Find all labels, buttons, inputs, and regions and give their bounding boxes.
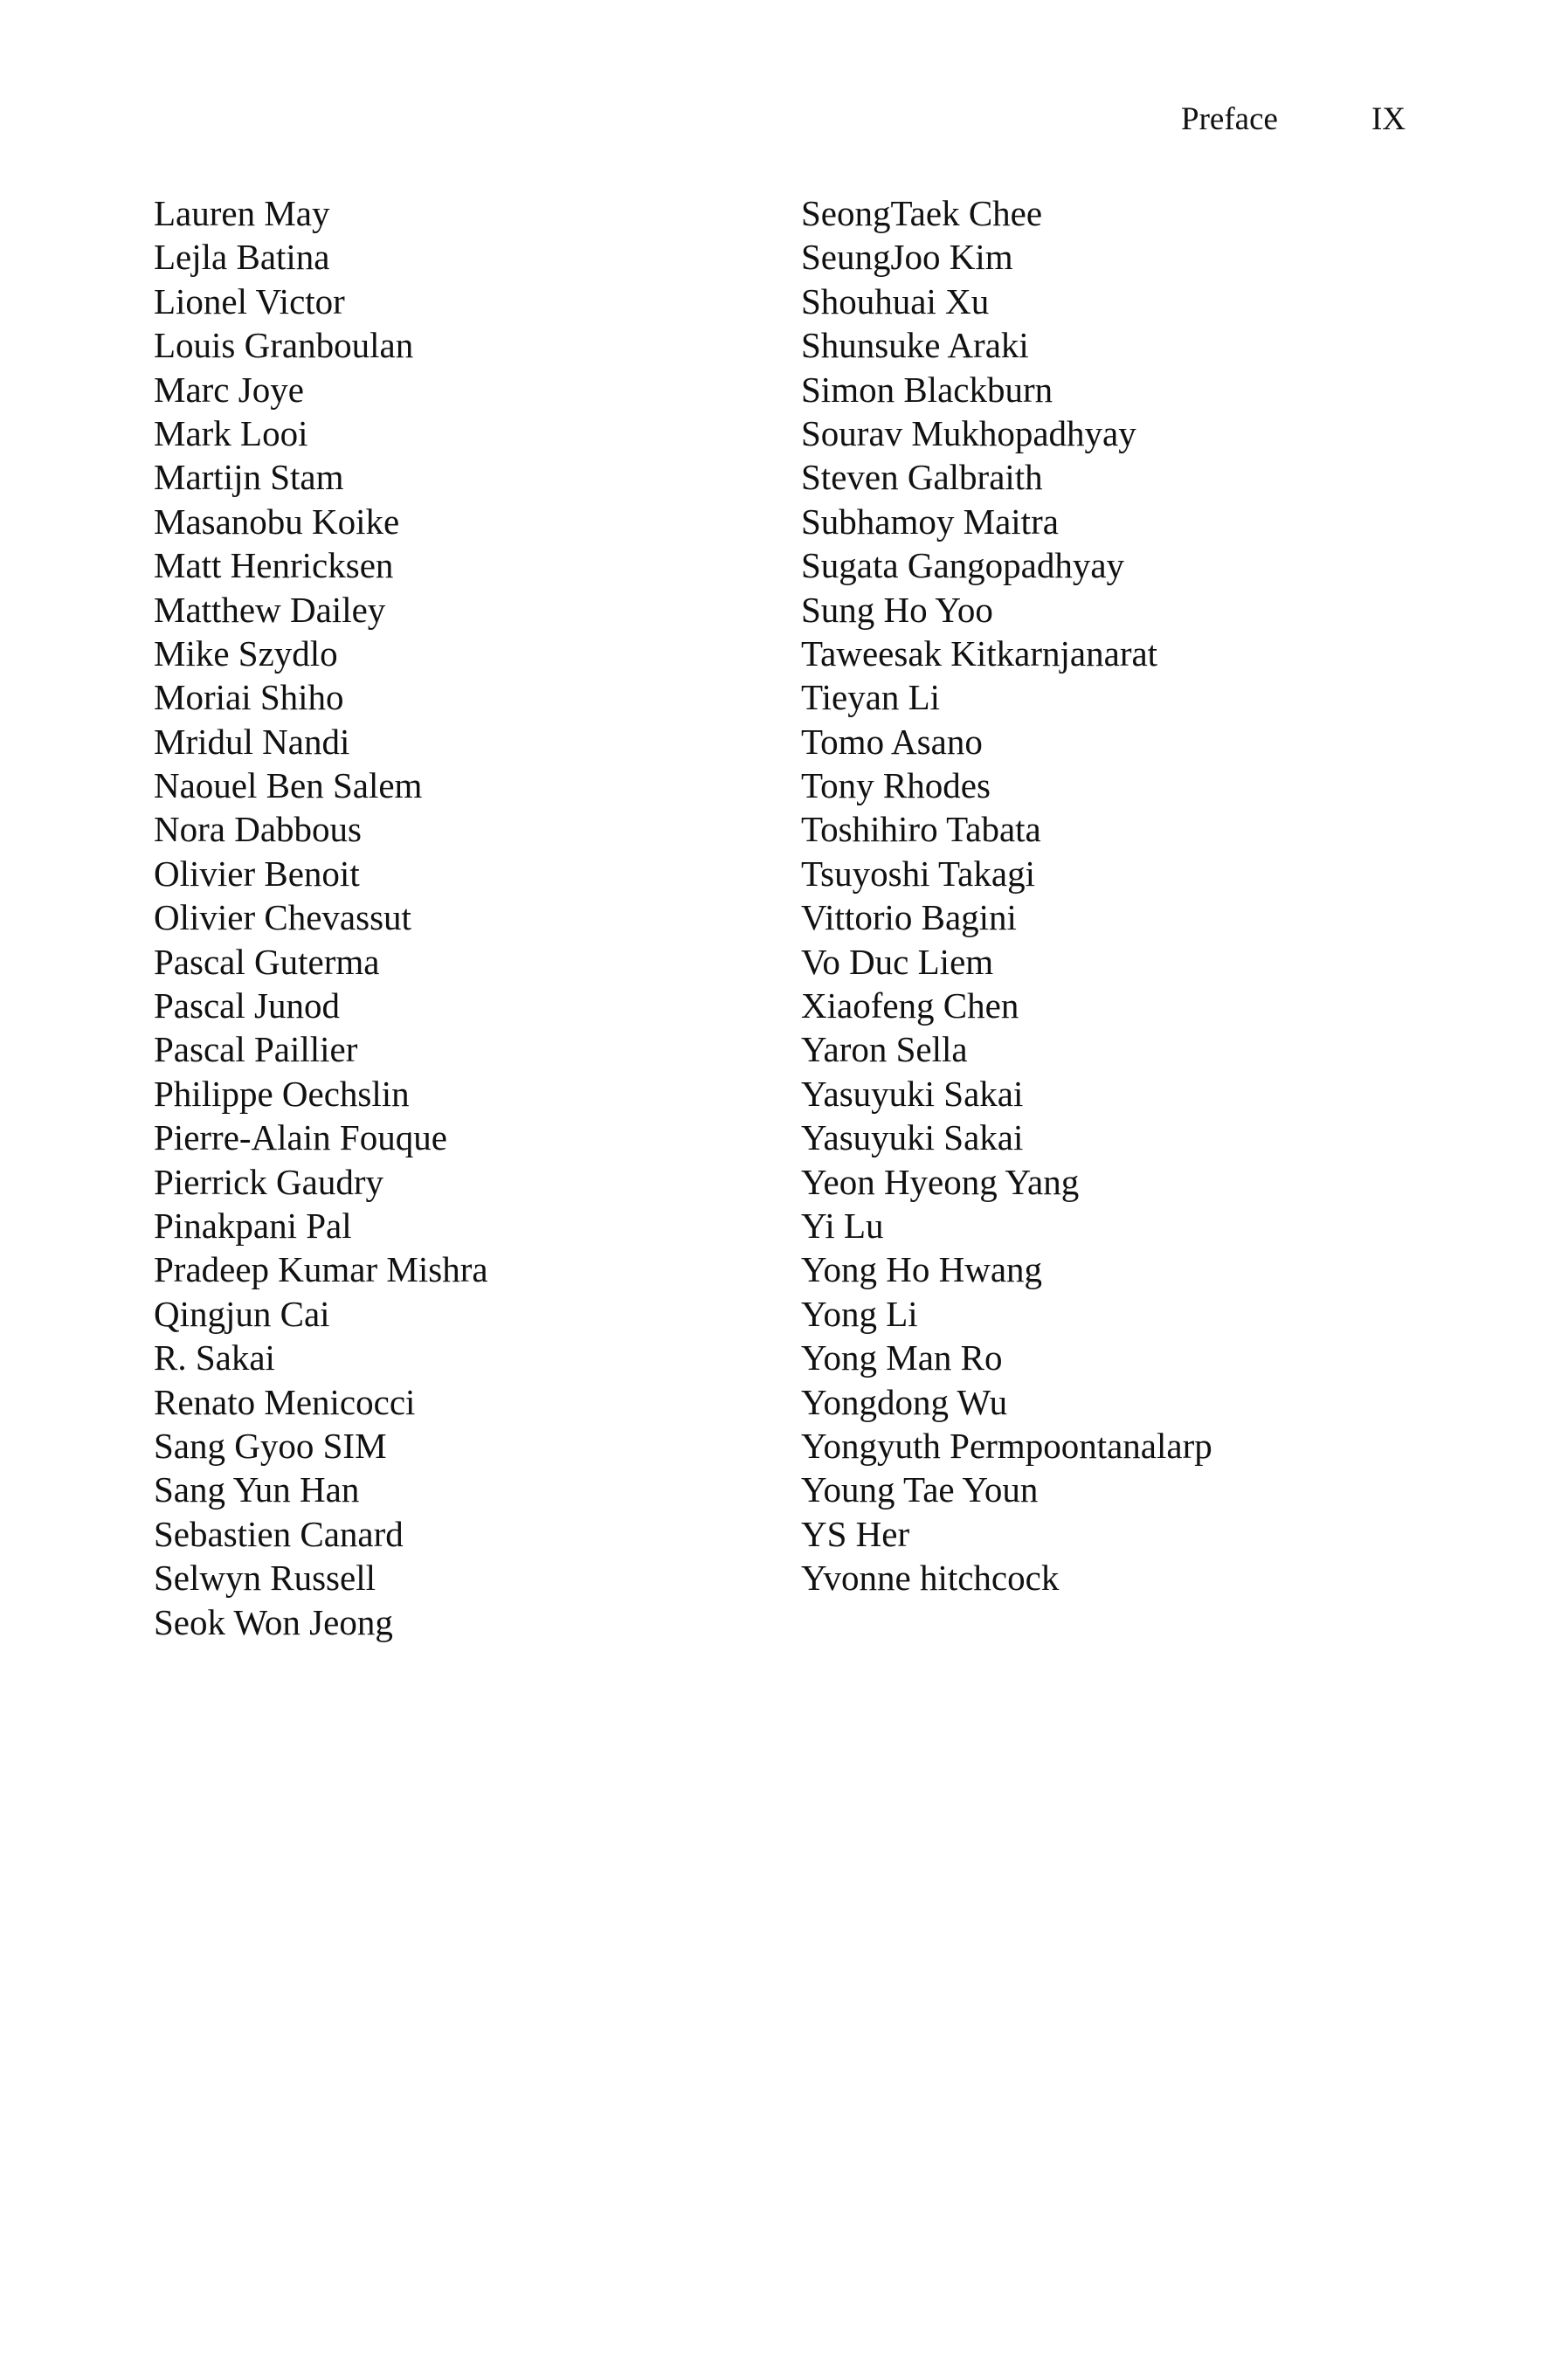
list-item: Vo Duc Liem	[801, 941, 994, 982]
reviewer-list-left	[154, 191, 488, 1644]
list-item: Tsuyoshi Takagi	[801, 853, 1035, 894]
list-item: Matt Henricksen	[154, 545, 394, 586]
list-item: Tomo Asano	[801, 721, 983, 762]
list-item: YS Her	[801, 1513, 910, 1554]
list-item: Vittorio Bagini	[801, 897, 1017, 938]
list-item: Olivier Benoit	[154, 853, 360, 894]
list-item: Mridul Nandi	[154, 721, 350, 762]
list-item: Renato Menicocci	[154, 1381, 416, 1422]
list-item: Selwyn Russell	[154, 1558, 376, 1599]
list-item: Seok Won Jeong	[154, 1601, 393, 1642]
list-item: Yeon Hyeong Yang	[801, 1161, 1080, 1202]
list-item: Nora Dabbous	[154, 809, 362, 850]
list-item: Steven Galbraith	[801, 457, 1043, 498]
list-item: Toshihiro Tabata	[801, 809, 1041, 850]
list-item: Pascal Guterma	[154, 941, 380, 982]
list-item: Lionel Victor	[154, 280, 345, 321]
list-item: Shunsuke Araki	[801, 325, 1029, 366]
list-item: Tony Rhodes	[801, 765, 991, 806]
list-item: Yi Lu	[801, 1205, 884, 1246]
list-item: Yongyuth Permpoontanalarp	[801, 1425, 1212, 1466]
reviewer-list-right	[801, 191, 1212, 1600]
list-item: Yaron Sella	[801, 1029, 968, 1070]
list-item: Pierre-Alain Fouque	[154, 1117, 447, 1158]
list-item: SeungJoo Kim	[801, 237, 1013, 278]
list-item: Pinakpani Pal	[154, 1205, 352, 1246]
list-item: Naouel Ben Salem	[154, 765, 423, 806]
list-item: SeongTaek Chee	[801, 193, 1043, 233]
list-item: Mike Szydlo	[154, 632, 338, 674]
list-item: Sung Ho Yoo	[801, 589, 993, 630]
list-item: Marc Joye	[154, 369, 304, 410]
list-item: Sang Gyoo SIM	[154, 1425, 387, 1466]
list-item: Qingjun Cai	[154, 1293, 330, 1334]
list-item: Pascal Paillier	[154, 1029, 358, 1070]
list-item: Tieyan Li	[801, 677, 941, 718]
list-item: Louis Granboulan	[154, 325, 414, 366]
list-item: Yong Man Ro	[801, 1337, 1003, 1378]
list-item: Yasuyuki Sakai	[801, 1117, 1024, 1158]
list-item: Lejla Batina	[154, 237, 330, 278]
list-item: Pradeep Kumar Mishra	[154, 1249, 488, 1290]
list-item: Pascal Junod	[154, 985, 340, 1026]
list-item: Mark Looi	[154, 412, 308, 453]
list-item: Yongdong Wu	[801, 1381, 1008, 1422]
list-item: Philippe Oechslin	[154, 1073, 410, 1114]
list-item: Matthew Dailey	[154, 589, 386, 630]
section-title: Preface	[1181, 101, 1278, 137]
list-item: Xiaofeng Chen	[801, 985, 1019, 1026]
list-item: Yong Li	[801, 1293, 918, 1334]
list-item: R. Sakai	[154, 1337, 275, 1378]
list-item: Martijn Stam	[154, 457, 344, 498]
list-item: Sebastien Canard	[154, 1513, 404, 1554]
list-item: Lauren May	[154, 193, 330, 233]
list-item: Sugata Gangopadhyay	[801, 545, 1125, 586]
list-item: Olivier Chevassut	[154, 897, 411, 938]
page-number: IX	[1371, 101, 1406, 137]
list-item: Taweesak Kitkarnjanarat	[801, 632, 1158, 674]
list-item: Shouhuai Xu	[801, 280, 990, 321]
list-item: Young Tae Youn	[801, 1469, 1039, 1510]
list-item: Yong Ho Hwang	[801, 1249, 1043, 1290]
list-item: Simon Blackburn	[801, 369, 1053, 410]
list-item: Moriai Shiho	[154, 677, 344, 718]
list-item: Sourav Mukhopadhyay	[801, 412, 1136, 453]
list-item: Sang Yun Han	[154, 1469, 360, 1510]
running-head	[0, 98, 1568, 142]
list-item: Pierrick Gaudry	[154, 1161, 383, 1202]
list-item: Yvonne hitchcock	[801, 1558, 1060, 1599]
list-item: Yasuyuki Sakai	[801, 1073, 1024, 1114]
list-item: Masanobu Koike	[154, 501, 400, 542]
list-item: Subhamoy Maitra	[801, 501, 1059, 542]
